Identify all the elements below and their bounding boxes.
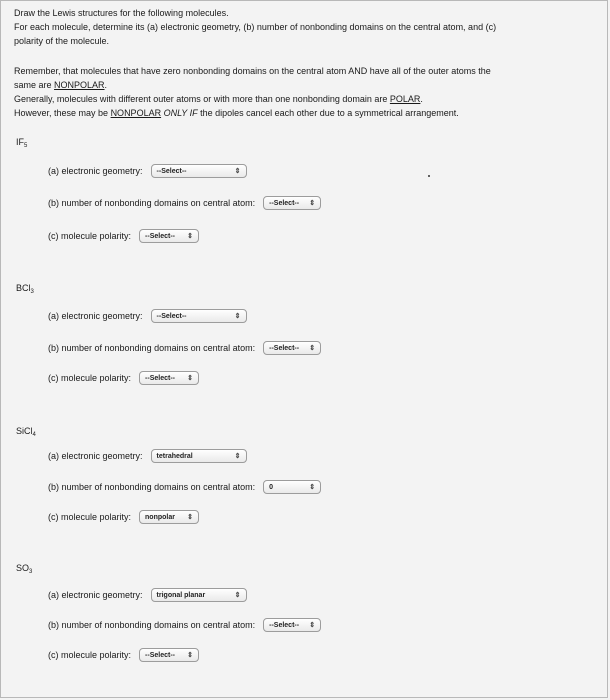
- up-down-arrows-icon: ⇕: [187, 652, 194, 659]
- remember-line: [14, 106, 594, 120]
- up-down-arrows-icon: ⇕: [234, 592, 241, 599]
- select-value: --Select--: [156, 312, 187, 320]
- molecule-subscript: 3: [29, 569, 33, 575]
- domains-question: [48, 480, 321, 494]
- molecule-name: [16, 283, 34, 295]
- geometry-label: (a) electronic geometry:: [48, 590, 143, 600]
- select-value: --Select--: [145, 374, 175, 382]
- polarity-label: (c) molecule polarity:: [48, 650, 132, 660]
- domains-question: [48, 196, 321, 210]
- remember-text: However, these may be: [14, 108, 111, 118]
- domains-question: [48, 341, 321, 355]
- polarity-select[interactable]: [139, 371, 199, 385]
- instruction-line: Draw the Lewis structures for the following molecules.: [14, 8, 229, 18]
- polarity-question: [48, 648, 199, 662]
- domains-select[interactable]: [263, 480, 321, 494]
- nonpolar-term: NONPOLAR: [110, 108, 162, 118]
- geometry-select[interactable]: [151, 164, 247, 178]
- molecule-formula: BCl: [16, 283, 31, 293]
- polarity-select[interactable]: [139, 510, 199, 524]
- instruction-line: For each molecule, determine its (a) electronic geometry, (b) number of nonbonding domains on the central atom, and (c): [14, 22, 497, 32]
- molecule-formula: SO: [16, 563, 30, 573]
- molecule-name: [16, 563, 32, 575]
- domains-question: [48, 618, 321, 632]
- up-down-arrows-icon: ⇕: [187, 233, 194, 240]
- select-value: 0: [269, 483, 274, 491]
- geometry-label: (a) electronic geometry:: [48, 311, 143, 321]
- up-down-arrows-icon: ⇕: [309, 345, 316, 352]
- instructions: [14, 6, 594, 48]
- up-down-arrows-icon: ⇕: [309, 200, 316, 207]
- molecule-formula: SiCl: [16, 426, 33, 436]
- domains-select[interactable]: [263, 341, 321, 355]
- select-value: nonpolar: [145, 513, 175, 521]
- molecule-subscript: 4: [32, 432, 36, 438]
- remember-text: .: [420, 94, 423, 104]
- geometry-question: [48, 449, 247, 463]
- domains-select[interactable]: [263, 618, 321, 632]
- stray-dot: [428, 175, 430, 177]
- polarity-question: [48, 371, 199, 385]
- geometry-select[interactable]: [151, 309, 247, 323]
- domains-label: (b) number of nonbonding domains on central atom:: [48, 198, 256, 208]
- remember-text: .: [104, 80, 108, 90]
- up-down-arrows-icon: ⇕: [234, 168, 241, 175]
- geometry-question: [48, 309, 247, 323]
- geometry-select[interactable]: [151, 449, 247, 463]
- polarity-select[interactable]: [139, 229, 199, 243]
- select-value: --Select--: [269, 621, 300, 629]
- remember-text: Generally, molecules with different outer atoms or with more than one nonbonding domain are: [14, 94, 390, 104]
- polar-term: POLAR: [389, 94, 421, 104]
- molecule-name: [16, 137, 27, 149]
- geometry-question: [48, 164, 247, 178]
- up-down-arrows-icon: ⇕: [309, 484, 316, 491]
- instruction-line: polarity of the molecule.: [14, 36, 110, 46]
- only-if-emphasis: ONLY IF: [161, 108, 198, 118]
- geometry-label: (a) electronic geometry:: [48, 451, 143, 461]
- up-down-arrows-icon: ⇕: [187, 514, 194, 521]
- remember-line: [14, 92, 594, 106]
- select-value: tetrahedral: [156, 452, 193, 460]
- polarity-select[interactable]: [139, 648, 199, 662]
- molecule-name: [16, 426, 36, 438]
- remember-note: [14, 64, 594, 120]
- remember-line: Remember, that molecules that have zero nonbonding domains on the central atom AND have all of the outer atoms the: [14, 66, 491, 76]
- nonpolar-term: NONPOLAR: [54, 80, 105, 90]
- polarity-question: [48, 510, 199, 524]
- up-down-arrows-icon: ⇕: [309, 622, 316, 629]
- geometry-label: (a) electronic geometry:: [48, 166, 143, 176]
- polarity-label: (c) molecule polarity:: [48, 373, 132, 383]
- select-value: --Select--: [269, 344, 300, 352]
- polarity-label: (c) molecule polarity:: [48, 512, 132, 522]
- remember-text: same are: [14, 80, 55, 90]
- select-value: --Select--: [145, 651, 175, 659]
- molecule-subscript: 3: [30, 289, 34, 295]
- up-down-arrows-icon: ⇕: [234, 453, 241, 460]
- geometry-select[interactable]: [151, 588, 247, 602]
- remember-text: the dipoles cancel each other due to a symmetrical arrangement.: [197, 108, 459, 118]
- molecule-formula: IF: [16, 137, 24, 147]
- polarity-label: (c) molecule polarity:: [48, 231, 132, 241]
- select-value: --Select--: [269, 199, 300, 207]
- domains-label: (b) number of nonbonding domains on central atom:: [48, 343, 256, 353]
- molecule-subscript: 5: [24, 143, 28, 149]
- remember-line: [14, 78, 594, 92]
- domains-label: (b) number of nonbonding domains on central atom:: [48, 482, 256, 492]
- domains-select[interactable]: [263, 196, 321, 210]
- geometry-question: [48, 588, 247, 602]
- select-value: --Select--: [145, 232, 175, 240]
- polarity-question: [48, 229, 199, 243]
- up-down-arrows-icon: ⇕: [187, 375, 194, 382]
- select-value: --Select--: [156, 167, 187, 175]
- domains-label: (b) number of nonbonding domains on central atom:: [48, 620, 256, 630]
- select-value: trigonal planar: [156, 591, 206, 599]
- up-down-arrows-icon: ⇕: [234, 313, 241, 320]
